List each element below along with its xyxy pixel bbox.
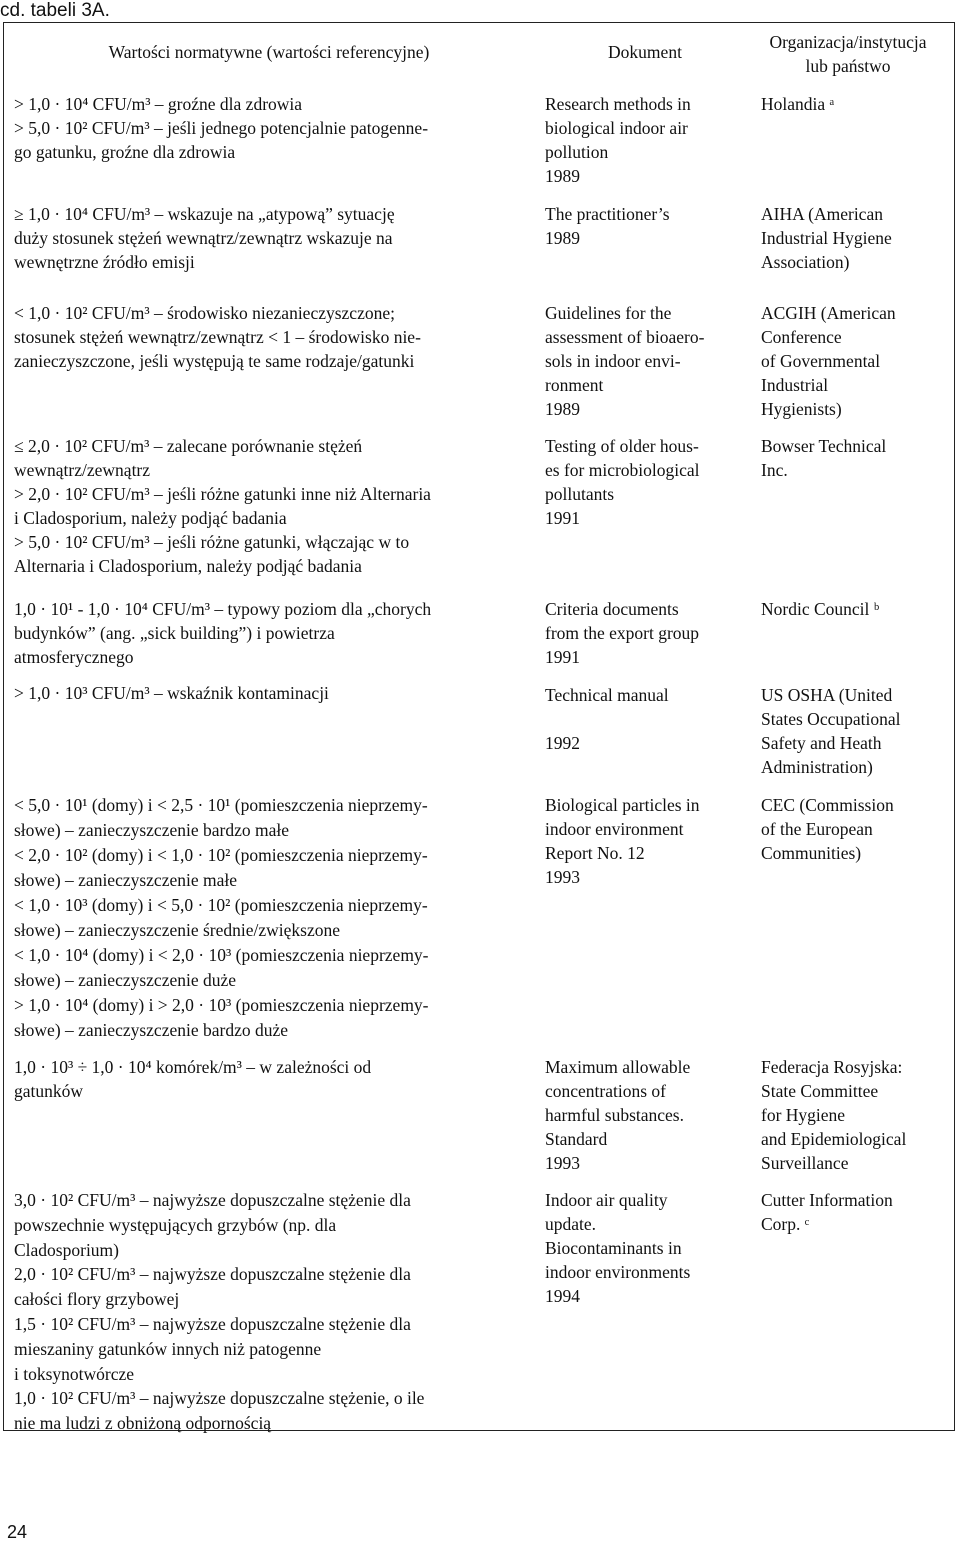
table-row-1-document: Research methods in biological indoor air pollution 1989 [545,94,691,186]
table-row-4-organization: Bowser Technical Inc. [761,436,887,480]
table-row-4-document: Testing of older hous- es for microbiological pollutants 1991 [545,436,700,528]
page-number: 24 [7,1522,28,1542]
table-row-4-values: ≤ 2,0 · 10² CFU/m³ – zalecane porównanie stężeń wewnątrz/zewnątrz > 2,0 · 10² CFU/m³ – jeśli różne gatunki inne niż Alternaria i Cladosporium, należy podjąć badania > 5,0 · 10² CFU/m³ – jeśli różne gatunki, włączając w to Alternaria i Cladosporium, należy podjąć badania [14,436,431,576]
table-row-2-organization: AIHA (American Industrial Hygiene Association) [761,204,892,272]
table-row-7-organization: CEC (Commission of the European Communities) [761,795,894,863]
table-row-9-values: 3,0 · 10² CFU/m³ – najwyższe dopuszczalne stężenie dla powszechnie występujących grzybów (np. dla Cladosporium) 2,0 · 10² CFU/m³ – najwyższe dopuszczalne stężenie dla całości flory grzybowej 1,5 · 10² CFU/m³ – najwyższe dopuszczalne stężenie dla mieszaniny gatunków innych niż patogenne i toksynotwórcze 1,0 · 10² CFU/m³ – najwyższe dopuszczalne stężenie, o ile nie ma ludzi z obniżoną odpornością [14,1190,425,1434]
table-row-6-values: > 1,0 · 10³ CFU/m³ – wskaźnik kontaminacji [14,683,329,703]
table-caption: cd. tabeli 3A. [0,0,110,21]
table-row-6-organization: US OSHA (United States Occupational Safety and Heath Administration) [761,685,901,777]
table-row-5-values: 1,0 · 10¹ - 1,0 · 10⁴ CFU/m³ – typowy poziom dla „chorych budynków” (ang. „sick building”) i powietrza atmosferycznego [14,599,432,667]
table-row-1-values: > 1,0 · 10⁴ CFU/m³ – groźne dla zdrowia > 5,0 · 10² CFU/m³ – jeśli jednego potencjalnie patogenne- go gatunku, groźne dla zdrowia [14,94,429,162]
table-row-3-values: < 1,0 · 10² CFU/m³ – środowisko niezanieczyszczone; stosunek stężeń wewnątrz/zewnątrz < 1 – środowisko nie- zanieczyszczone, jeśli występują te same rodzaje/gatunki [14,303,421,371]
table-row-3-document: Guidelines for the assessment of bioaero- sols in indoor envi- ronment 1989 [545,303,705,419]
column-header-document: Dokument [608,42,682,62]
table-row-8-organization: Federacja Rosyjska: State Committee for Hygiene and Epidemiological Surveillance [761,1057,907,1173]
table-row-5-document: Criteria documents from the export group 1991 [545,599,700,667]
column-header-organization: Organizacja/instytucja lub państwo [769,32,927,76]
table-row-7-values: < 5,0 · 10¹ (domy) i < 2,5 · 10¹ (pomieszczenia nieprzemy- słowe) – zanieczyszczenie bardzo małe < 2,0 · 10² (domy) i < 1,0 · 10² (pomieszczenia nieprzemy- słowe) – zanieczyszczenie małe < 1,0 · 10³ (domy) i < 5,0 · 10² (pomieszczenia nieprzemy- słowe) – zanieczyszczenie średnie/zwiększone < 1,0 · 10⁴ (domy) i < 2,0 · 10³ (pomieszczenia nieprzemy- słowe) – zanieczyszczenie duże > 1,0 · 10⁴ (domy) i > 2,0 · 10³ (pomieszczenia nieprzemy- słowe) – zanieczyszczenie bardzo duże [14,795,429,1040]
table-row-8-document: Maximum allowable concentrations of harmful substances. Standard 1993 [545,1057,691,1173]
table-row-8-values: 1,0 · 10³ ÷ 1,0 · 10⁴ komórek/m³ – w zależności od gatunków [14,1057,372,1101]
table-row-1-organization: Holandia ᵃ [761,94,835,114]
table-row-9-document: Indoor air quality update. Biocontaminants in indoor environments 1994 [545,1190,691,1306]
table-row-3-organization: ACGIH (American Conference of Governmental Industrial Hygienists) [761,303,896,419]
table-row-6-document: Technical manual 1992 [545,685,669,753]
table-row-7-document: Biological particles in indoor environment Report No. 12 1993 [545,795,700,887]
table-row-5-organization: Nordic Council ᵇ [761,599,880,619]
column-header-values: Wartości normatywne (wartości referencyjne) [108,42,430,62]
table-row-9-organization: Cutter Information Corp. ᶜ [761,1190,893,1234]
table-row-2-document: The practitioner’s 1989 [545,204,670,248]
table-row-2-values: ≥ 1,0 · 10⁴ CFU/m³ – wskazuje na „atypową” sytuację duży stosunek stężeń wewnątrz/zewnątrz wskazuje na wewnętrzne źródło emisji [14,204,395,272]
